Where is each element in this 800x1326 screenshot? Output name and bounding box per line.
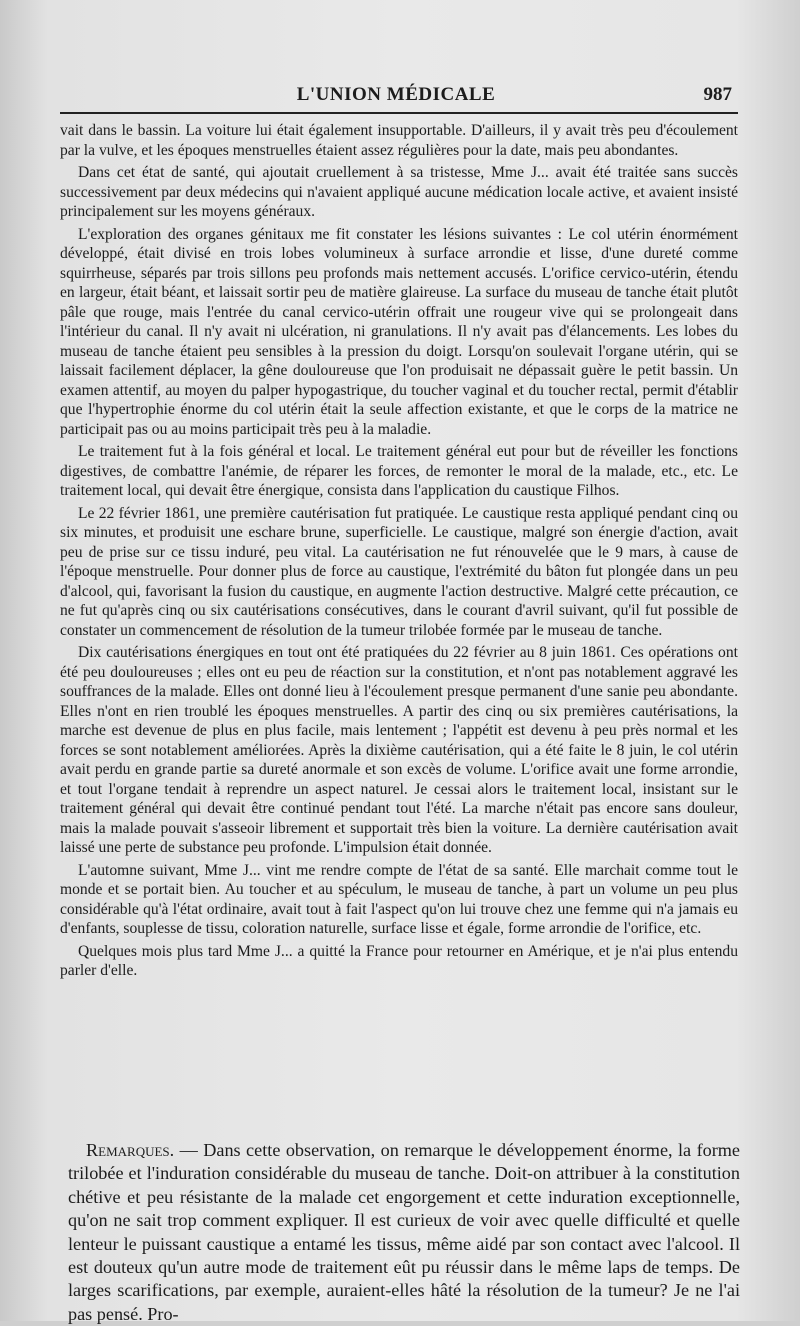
paragraph-departure: Quelques mois plus tard Mme J... a quitté la France pour retourner en Amérique, et je n'ai plus entendu parler d'elle. — [60, 942, 738, 979]
running-head: L'UNION MÉDICALE — [296, 84, 496, 105]
remarks-label: Remarques. — [86, 1140, 175, 1160]
remarks-paragraph — [68, 1139, 740, 1326]
remarks-text: — Dans cette observation, on remarque le développement énorme, la forme trilobée et l'induration considérable du museau de tanche. Doit-on attribuer à la constitution chétive et peu résistante de la malade cet engorgement et cette induration exceptionnelle, qu'on ne sait trop comment expliquer. Il est curieux de voir avec quelle difficulté et quelle lenteur le puissant caustique a entamé les tissus, même aidé par son contact avec l'alcool. Il est douteux qu'un autre mode de traitement eût pu réussir dans le même laps de temps. De larges scarifications, par exemple, auraient-elles hâté la résolution de la tumeur? Je ne l'ai pas pensé. Pro- — [68, 1140, 740, 1324]
page-number: 987 — [703, 84, 732, 105]
paragraph-health-state: Dans cet état de santé, qui ajoutait cruellement à sa tristesse, Mme J... avait été traitée sans succès successivement par deux médecins qui n'avaient appliqué aucune médication locale active, et avaient insisté principalement sur les moyens généraux. — [60, 164, 738, 220]
observation-text — [60, 121, 738, 984]
header-rule — [60, 112, 738, 114]
paragraph-first-cauterization: Le 22 février 1861, une première cautérisation fut pratiquée. Le caustique resta appliqué pendant cinq ou six minutes, et produisit une eschare brune, superficielle. Le caustique, malgré son énergie d'action, avait peu de prise sur ce tissu induré, peu vital. La cautérisation ne fut rénouvelée que le 9 mars, à cause de l'époque menstruelle. Pour donner plus de force au caustique, l'extrémité du bâton fut plongée dans un peu d'alcool, qui, favorisant la fusion du caustique, en augmente l'action destructive. Malgré cette précaution, ce ne fut qu'après cinq ou six cautérisations consécutives, dans le courant d'avril suivant, qu'il fut possible de constater un commencement de résolution de la tumeur trilobée formée par le museau de tanche. — [60, 504, 738, 639]
paragraph-autumn-followup: L'automne suivant, Mme J... vint me rendre compte de l'état de sa santé. Elle marchait comme tout le monde et se portait bien. Au toucher et au spéculum, le museau de tanche, à part un volume un peu plus considérable qu'à l'état ordinaire, avait tout à fait l'aspect qu'on lui trouve chez une femme qui n'a jamais eu d'enfants, souplesse de tissu, coloration naturelle, surface lisse et égale, forme arrondie de l'orifice, etc. — [60, 861, 738, 937]
paragraph-ten-cauterizations: Dix cautérisations énergiques en tout ont été pratiquées du 22 février au 8 juin 1861. Ces opérations ont été peu douloureuses ; elles ont eu peu de réaction sur la constitution, et n'ont pas notablement aggravé les souffrances de la malade. Elles ont donné lieu à l'écoulement presque permanent d'une sanie peu abondante. Elles n'ont en rien troublé les époques menstruelles. A partir des cinq ou six premières cautérisations, la marche est devenue de plus en plus facile, mais lentement ; l'appétit est devenu à peu près normal et les forces se sont notablement améliorées. Après la dixième cautérisation, qui a été faite le 8 juin, le col utérin avait perdu en grande partie sa dureté anormale et son excès de volume. L'orifice avait une forme arrondie, et tout l'organe tendait à reprendre un aspect naturel. Je cessai alors le traitement local, insistant sur le traitement général qui devait être continué pendant tout l'été. La marche n'était pas encore sans douleur, mais la malade pouvait s'asseoir librement et supportait très bien la voiture. La dernière cautérisation avait laissé une perte de substance peu profonde. L'impulsion était donnée. — [60, 644, 738, 856]
paragraph-treatment: Le traitement fut à la fois général et local. Le traitement général eut pour but de réveiller les fonctions digestives, de combattre l'anémie, de réparer les forces, de remonter le moral de la malade, etc., etc. Le traitement local, qui devait être énergique, consista dans l'application du caustique Filhos. — [60, 443, 738, 499]
paragraph-continuation: vait dans le bassin. La voiture lui était également insupportable. D'ailleurs, il y avait très peu d'écoulement par la vulve, et les époques menstruelles étaient assez régulières pour la date, mais peu abondantes. — [60, 122, 738, 159]
remarks-section — [68, 1139, 740, 1326]
paragraph-exploration: L'exploration des organes génitaux me fit constater les lésions suivantes : Le col utérin énormément développé, était divisé en trois lobes volumineux à surface arrondie et lisse, d'une dureté comme squirrheuse, séparés par trois sillons peu profonds mais nettement accusés. L'orifice cervico-utérin, étendu en largeur, était béant, et laissait sortir peu de matière glaireuse. La surface du museau de tanche était plutôt pâle que rouge, mais l'entrée du canal cervico-utérin offrait une rougeur vive qui se prolongeait dans l'intérieur du canal. Il n'y avait ni ulcération, ni granulations. Il n'y avait pas d'élancements. Les lobes du museau de tanche étaient peu sensibles à la pression du doigt. Lorsqu'on soulevait l'organe utérin, qui se laissait facilement déplacer, la gêne douloureuse que l'on produisait ne dépassait guère le petit bassin. Un examen attentif, au moyen du palper hypogastrique, du toucher vaginal et du toucher rectal, permit d'établir que l'hypertrophie énorme du col utérin était la seule affection existante, et que le corps de la matrice ne participait pas ou au moins participait très peu à la maladie. — [60, 225, 738, 438]
page-header — [60, 80, 732, 108]
